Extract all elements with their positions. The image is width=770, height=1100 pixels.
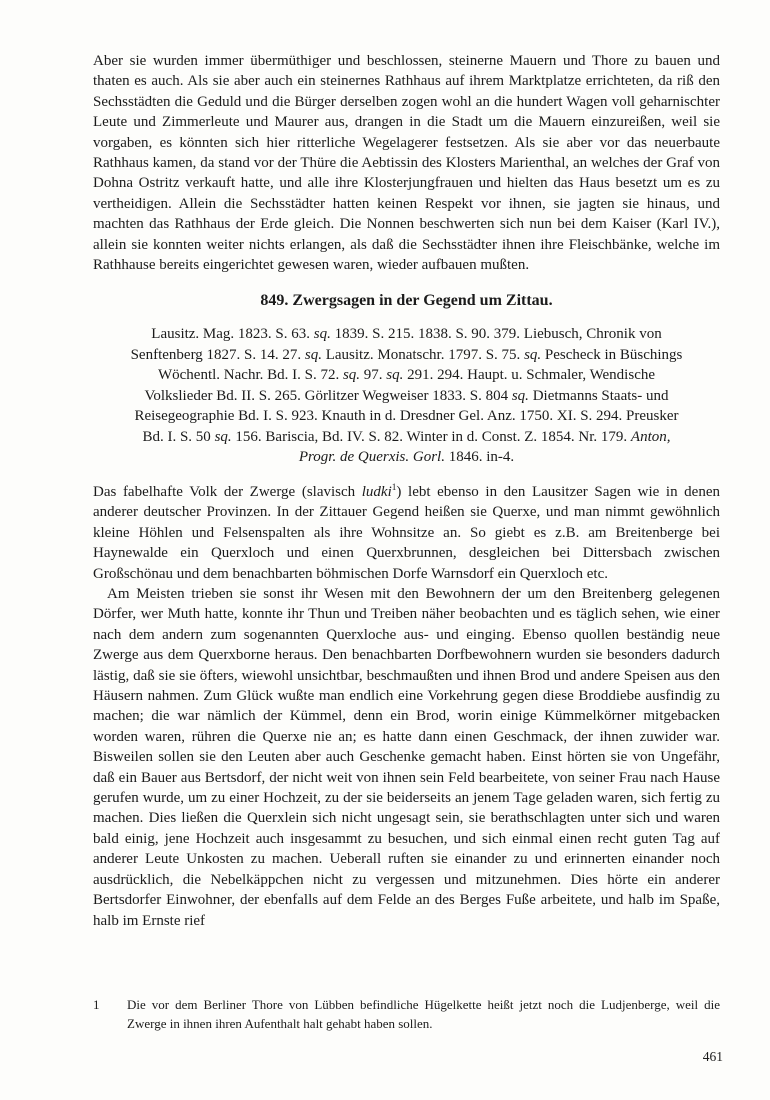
footnote: [93, 996, 720, 1033]
italic-segment: sq.: [524, 346, 542, 363]
italic-segment: Progr. de Querxis. Gorl.: [298, 449, 445, 466]
italic-segment: sq.: [511, 387, 529, 404]
text-segment: Wöchentl. Nachr. Bd. I. S. 72.: [157, 367, 343, 384]
text-segment: Reisegeographie Bd. I. S. 923. Knauth in d. Dresdner Gel. Anz. 1750. XI. S. 294. Preusker: [134, 408, 679, 425]
text-segment: Das fabelhafte Volk der Zwerge (slavisch: [93, 483, 362, 500]
sources-line: [109, 427, 704, 448]
sources-line: [109, 365, 704, 386]
text-segment: Pescheck in Büschings: [541, 346, 683, 363]
sources-line: [109, 447, 704, 468]
sources-line: [109, 345, 704, 366]
text-segment: 156. Bariscia, Bd. IV. S. 82. Winter in d. Const. Z. 1854. Nr. 179.: [231, 428, 631, 445]
text-segment: Lausitz. Monatschr. 1797. S. 75.: [321, 346, 525, 363]
text-segment: 291. 294. Haupt. u. Schmaler, Wendische: [403, 367, 656, 384]
text-segment: ) lebt ebenso in den Lausitzer Sagen wie in denen anderer deutscher Provinzen. In der Zittauer Gegend heißen sie Querxe, und man nimmt gewöhnlich kleine Höhlen und Felsenspalten als ihre Wohnsitze an. So giebt es z.B. am Breitenberge bei Haynewalde ein Querxloch und einen Querxbrunnen, desgleichen bei Dittersbach zwischen Großschönau und dem benachbarten böhmischen Dorfe Warnsdorf ein Querxloch etc.: [93, 483, 720, 582]
text-segment: Dietmanns Staats- und: [528, 387, 669, 404]
section-heading: 849. Zwergsagen in der Gegend um Zittau.: [260, 292, 553, 310]
italic-segment: ludki: [361, 483, 392, 500]
italic-segment: sq.: [214, 428, 232, 445]
text-segment: 1839. S. 215. 1838. S. 90. 379. Liebusch, Chronik von: [330, 326, 662, 343]
text-segment: Senftenberg 1827. S. 14. 27.: [130, 346, 305, 363]
sources-block: [109, 324, 704, 468]
footnote-number: 1: [93, 997, 100, 1012]
italic-segment: Anton,: [630, 428, 671, 445]
italic-segment: sq.: [304, 346, 322, 363]
sources-line: [109, 386, 704, 407]
text-segment: Bd. I. S. 50: [142, 428, 215, 445]
body-paragraph-1: [93, 482, 720, 584]
text-segment: Lausitz. Mag. 1823. S. 63.: [151, 326, 314, 343]
sources-line: [109, 406, 704, 427]
body-paragraph-2: Am Meisten trieben sie sonst ihr Wesen mit den Bewohnern der um den Breitenberg gelegenen Dörfer, wer Muth hatte, konnte ihr Thun und Treiben näher beobachten und es täglich sehen, wie einer nach dem andern zum sogenannten Querxloche aus- und einging. Ebenso quollen beständig neue Zwerge aus dem Querxborne heraus. Den benachbarten Dorfbewohnern wurden sie besonders dadurch lästig, daß sie sie öfters, wiewohl unsichtbar, beschmaußten und ihnen Brod und andere Speisen aus den Häusern nahmen. Zum Glück wußte man endlich eine Vorkehrung gegen diese Broddiebe ausfindig zu machen; die war nämlich der Kümmel, denn ein Brod, worin einige Kümmelkörner mitgebacken worden waren, rühren die Querxe nie an; es hatte dann einen Geschmack, der ihnen zuwider war. Bisweilen sollen sie den Leuten aber auch Geschenke gemacht haben. Einst hörten sie von Ungefähr, daß ein Bauer aus Bertsdorf, der nicht weit von ihnen sein Feld bearbeitete, von seiner Frau nach Hause gerufen wurde, um zu einer Hochzeit, zu der sie beiderseits an jenem Tage geladen waren, sich fertig zu machen. Dies ließen die Querxlein sich nicht ungesagt sein, sie berathschlagten unter sich und waren bald einig, jene Hochzeit auch insgesammt zu besuchen, und sich einmal einen recht guten Tag auf anderer Leute Unkosten zu machen. Ueberall ruften sie einander zu und erinnerten einander noch ausdrücklich, die Nebelkäppchen nicht zu vergessen und mitzunehmen. Dies hörte ein anderer Bertsdorfer Einwohner, der ebenfalls auf dem Felde an des Berges Fuße arbeitete, und halb im Spaße, halb im Ernste rief: [93, 586, 720, 929]
footnote-row: [93, 996, 720, 1033]
text-segment: 97.: [360, 367, 387, 384]
sources-line: [109, 324, 704, 345]
footnote-ref-1: 1: [391, 482, 397, 493]
italic-segment: sq.: [342, 367, 361, 384]
italic-segment: sq.: [313, 326, 331, 343]
continuation-paragraph: Aber sie wurden immer übermüthiger und beschlossen, steinerne Mauern und Thore zu bauen und thaten es auch. Als sie aber auch ein steinernes Rathhaus auf ihrem Marktplatze errichteten, da riß den Sechsstädten die Geduld und die Bürger derselben zogen wohl an die hundert Wagen voll geharnischter Leute und Zimmerleute und Maurer aus, drangen in die Stadt um die Mauern einzureißen, weil sie vorgaben, es könnten sich hier ritterliche Wegelagerer festsetzen. Als sie aber vor das neuerbaute Rathhaus kamen, da stand vor der Thüre die Aebtissin des Klosters Marienthal, an welches der Graf von Dohna Ostritz verkauft hatte, und alle ihre Klosterjungfrauen und hielten das Haus besetzt um es zu vertheidigen. Allein die Sechsstädter hatten keinen Respekt vor ihnen, sie jagten sie hinaus, und machten das Rathhaus der Erde gleich. Die Nonnen beschwerten sich nun bei dem Kaiser (Karl IV.), allein sie konnten weiter nichts erlangen, als daß die Sechsstädter ihnen ihre Fleischbänke, welche im Rathhause bereits eingerichtet gewesen waren, wieder aufbauen mußten.: [93, 53, 720, 274]
text-segment: Volkslieder Bd. II. S. 265. Görlitzer Wegweiser 1833. S. 804: [144, 387, 512, 404]
italic-segment: sq.: [386, 367, 404, 384]
footnote-text: Die vor dem Berliner Thore von Lübben befindliche Hügelkette heißt jetzt noch die Ludjenberge, weil die Zwerge in ihnen ihren Aufenthalt halt gehabt haben sollen.: [127, 997, 720, 1031]
text-segment: 1846. in-4.: [444, 449, 515, 466]
page-number: 461: [702, 1049, 723, 1064]
text-column: [93, 51, 720, 995]
